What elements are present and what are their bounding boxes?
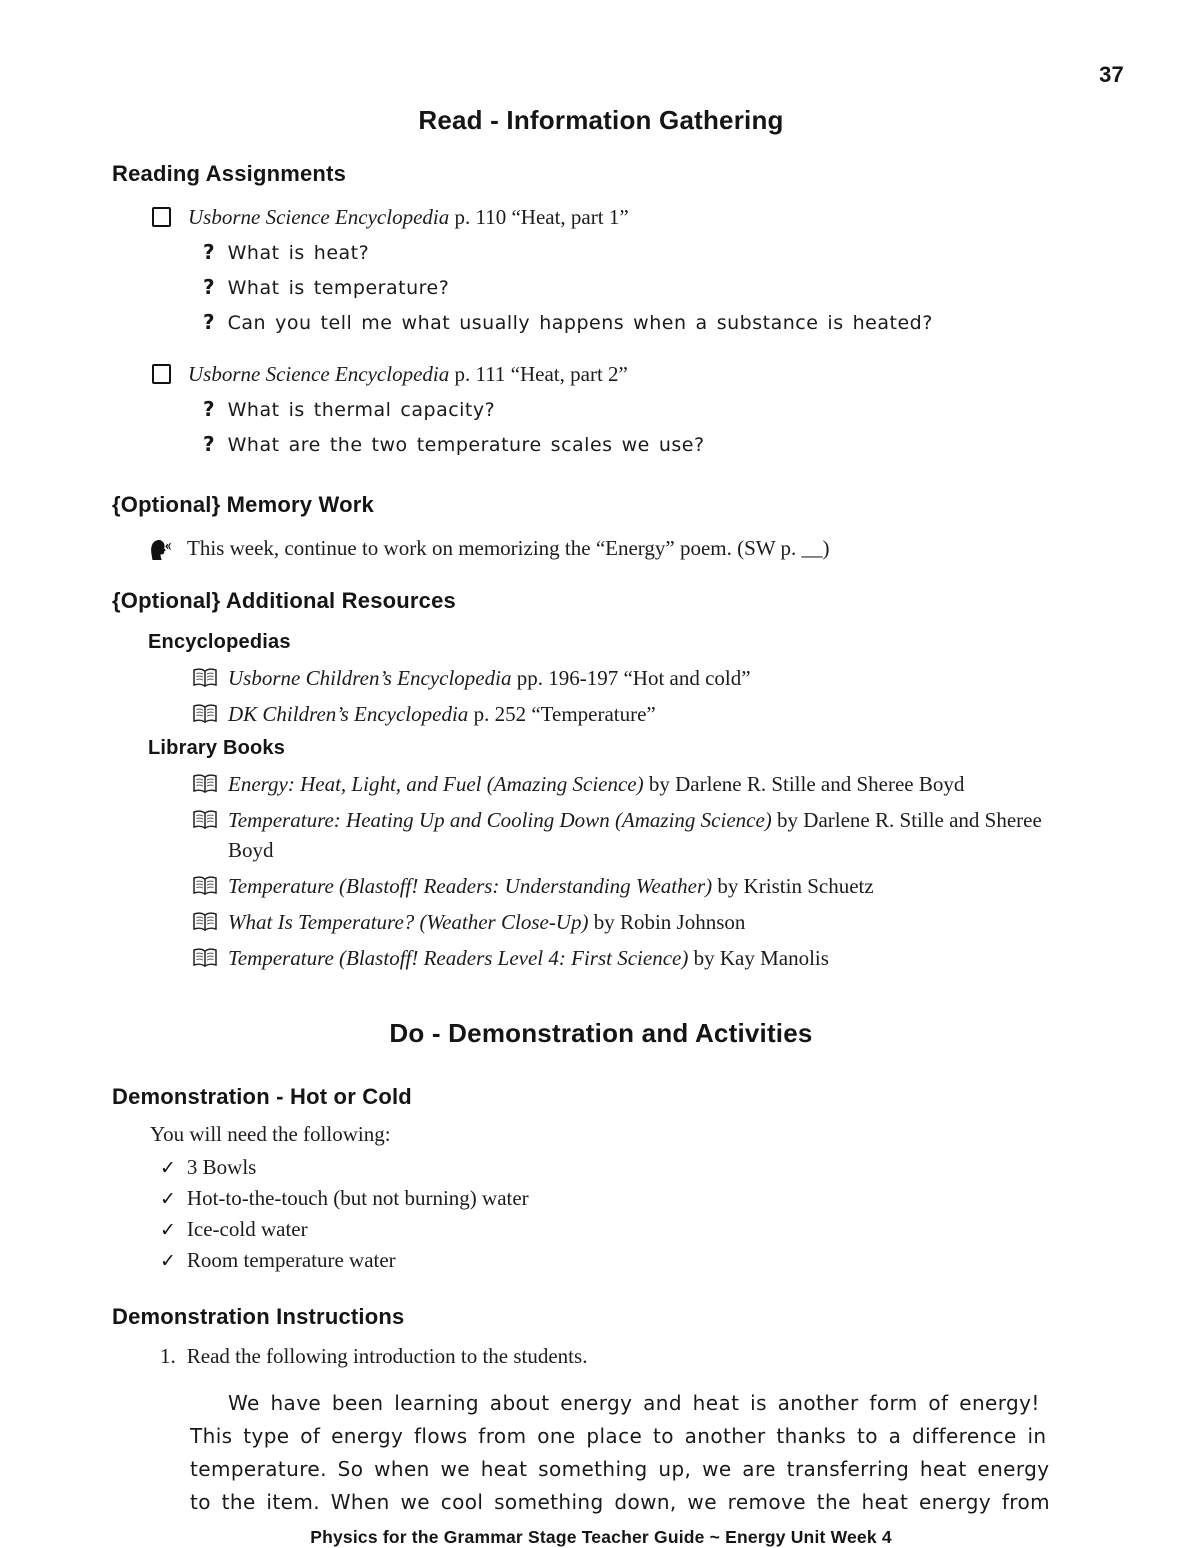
reading-assignment-item xyxy=(152,202,1090,232)
book-entry xyxy=(228,907,745,937)
supplies-intro: You will need the following: xyxy=(150,1122,391,1146)
heading-encyclopedias: Encyclopedias xyxy=(148,631,291,653)
checkmark-icon: ✓ xyxy=(160,1219,176,1241)
assignment-reference: p. 111 “Heat, part 2” xyxy=(449,362,628,386)
question-mark-icon: ? xyxy=(203,275,215,299)
read-aloud-script xyxy=(190,1387,1070,1519)
section-title-read: Read - Information Gathering xyxy=(418,105,784,135)
book-entry xyxy=(228,943,829,973)
question-text: Can you tell me what usually happens when a substance is heated? xyxy=(227,312,933,334)
discussion-question xyxy=(203,397,1090,432)
book-title: What Is Temperature? (Weather Close-Up) xyxy=(228,910,589,934)
supply-item xyxy=(160,1248,1090,1279)
book-entry xyxy=(228,769,964,799)
open-book-icon xyxy=(192,876,218,896)
question-mark-icon: ? xyxy=(203,240,215,264)
book-reference: by Darlene R. Stille and Sheree Boyd xyxy=(643,772,965,796)
checkbox-icon xyxy=(152,207,171,227)
book-title: Usborne Science Encyclopedia xyxy=(188,362,450,386)
book-list-item xyxy=(192,907,1090,937)
checkbox-icon xyxy=(152,364,171,384)
discussion-question xyxy=(203,275,1090,310)
book-title: Energy: Heat, Light, and Fuel (Amazing Science) xyxy=(228,772,644,796)
script-line: We have been learning about energy and heat is another form of energy! xyxy=(228,1391,1040,1415)
question-text: What is temperature? xyxy=(227,277,450,299)
question-mark-icon: ? xyxy=(203,432,215,456)
step-number: 1. xyxy=(160,1344,176,1368)
memory-work-item xyxy=(148,533,1090,563)
supply-item xyxy=(160,1155,1090,1186)
supply-text: Room temperature water xyxy=(186,1248,396,1272)
book-entry xyxy=(228,699,656,729)
step-text: Read the following introduction to the students. xyxy=(186,1344,588,1368)
book-reference: by Robin Johnson xyxy=(588,910,746,934)
heading-additional-resources: {Optional} Additional Resources xyxy=(112,588,456,613)
book-entry xyxy=(228,805,1090,865)
discussion-question xyxy=(203,240,1090,275)
section-title-do: Do - Demonstration and Activities xyxy=(389,1018,813,1048)
memory-work-text: This week, continue to work on memorizing the “Energy” poem. (SW p. __) xyxy=(187,536,830,560)
heading-demonstration: Demonstration - Hot or Cold xyxy=(112,1084,412,1109)
instruction-step xyxy=(160,1341,1090,1371)
checkmark-icon: ✓ xyxy=(160,1157,176,1179)
supply-text: 3 Bowls xyxy=(186,1155,257,1179)
book-title: Temperature (Blastoff! Readers Level 4: First Science) xyxy=(228,946,689,970)
book-list-item xyxy=(192,699,1090,729)
question-text: What is heat? xyxy=(227,242,370,264)
book-title: Usborne Science Encyclopedia xyxy=(188,205,450,229)
checkmark-icon: ✓ xyxy=(160,1188,176,1210)
heading-library-books: Library Books xyxy=(148,737,286,759)
heading-memory-work: {Optional} Memory Work xyxy=(112,492,374,517)
question-mark-icon: ? xyxy=(203,397,215,421)
open-book-icon xyxy=(192,704,218,724)
book-title: Temperature (Blastoff! Readers: Understanding Weather) xyxy=(228,874,713,898)
book-reference: by Kay Manolis xyxy=(688,946,829,970)
book-title: Temperature: Heating Up and Cooling Down (Amazing Science) xyxy=(228,808,772,832)
assignment-text xyxy=(188,202,629,232)
book-list-item xyxy=(192,663,1090,693)
assignment-reference: p. 110 “Heat, part 1” xyxy=(449,205,629,229)
book-title: DK Children’s Encyclopedia xyxy=(228,702,469,726)
page-footer: Physics for the Grammar Stage Teacher Guide ~ Energy Unit Week 4 xyxy=(310,1527,892,1547)
book-list-item xyxy=(192,805,1090,865)
assignment-text xyxy=(188,359,628,389)
supply-text: Hot-to-the-touch (but not burning) water xyxy=(186,1186,529,1210)
script-line: temperature. So when we heat something up, we are transferring heat energy xyxy=(190,1457,1050,1481)
script-line: This type of energy flows from one place to another thanks to a difference in xyxy=(190,1424,1047,1448)
reading-assignment-item xyxy=(152,359,1090,389)
discussion-question xyxy=(203,432,1090,467)
question-mark-icon: ? xyxy=(203,310,215,334)
heading-demonstration-instructions: Demonstration Instructions xyxy=(112,1304,405,1329)
open-book-icon xyxy=(192,810,218,830)
question-text: What are the two temperature scales we use? xyxy=(227,434,705,456)
page-number: 37 xyxy=(1099,62,1124,87)
book-list-item xyxy=(192,943,1090,973)
supply-item xyxy=(160,1217,1090,1248)
book-reference: pp. 196-197 “Hot and cold” xyxy=(511,666,751,690)
book-entry xyxy=(228,871,874,901)
book-reference: by Kristin Schuetz xyxy=(712,874,874,898)
open-book-icon xyxy=(192,774,218,794)
open-book-icon xyxy=(192,912,218,932)
book-list-item xyxy=(192,871,1090,901)
question-text: What is thermal capacity? xyxy=(227,399,496,421)
speaking-head-icon xyxy=(148,536,171,561)
book-entry xyxy=(228,663,751,693)
book-list-item xyxy=(192,769,1090,799)
book-reference: by Darlene R. Stille and Sheree Boyd xyxy=(228,808,1042,862)
open-book-icon xyxy=(192,948,218,968)
heading-reading-assignments: Reading Assignments xyxy=(112,161,347,186)
supply-item xyxy=(160,1186,1090,1217)
discussion-question xyxy=(203,310,1090,345)
open-book-icon xyxy=(192,668,218,688)
checkmark-icon: ✓ xyxy=(160,1250,176,1272)
supply-text: Ice-cold water xyxy=(186,1217,308,1241)
book-reference: p. 252 “Temperature” xyxy=(468,702,656,726)
script-line: to the item. When we cool something down, we remove the heat energy from xyxy=(190,1490,1050,1514)
book-title: Usborne Children’s Encyclopedia xyxy=(228,666,512,690)
